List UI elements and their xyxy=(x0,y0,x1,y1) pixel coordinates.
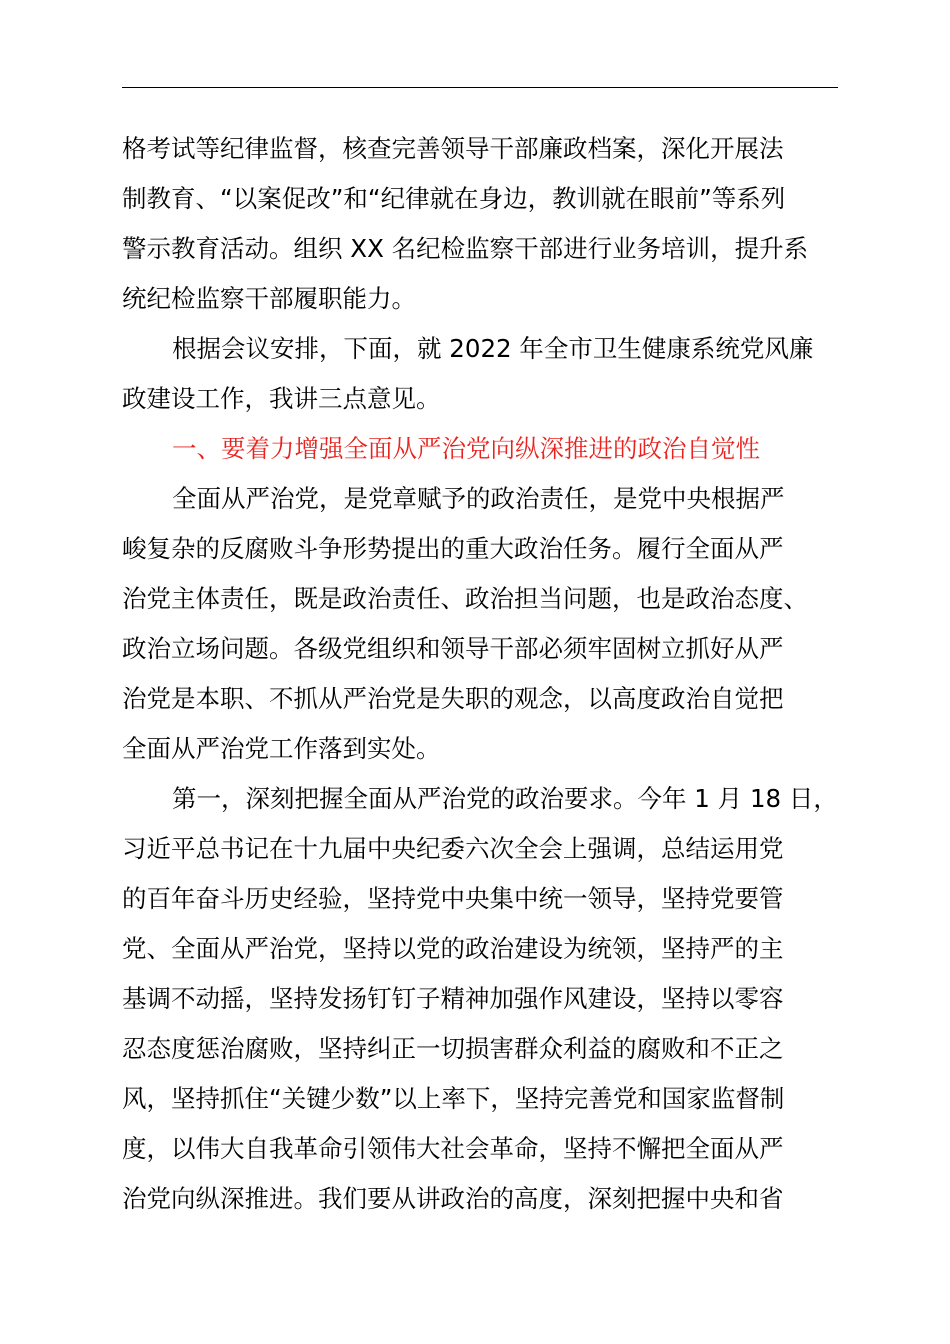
text-line: 全面从严治党，是党章赋予的政治责任，是党中央根据严 xyxy=(172,484,785,513)
text-line: 统纪检监察干部履职能力。 xyxy=(122,284,416,313)
paragraph xyxy=(122,474,852,774)
section-heading xyxy=(122,424,852,474)
paragraph xyxy=(122,124,852,324)
text-line: 习近平总书记在十九届中央纪委六次全会上强调，总结运用党 xyxy=(122,834,784,863)
text-line: 峻复杂的反腐败斗争形势提出的重大政治任务。履行全面从严 xyxy=(122,534,784,563)
text-line: 政治立场问题。各级党组织和领导干部必须牢固树立抓好从严 xyxy=(122,634,784,663)
text-line: 的百年奋斗历史经验，坚持党中央集中统一领导，坚持党要管 xyxy=(122,884,784,913)
text-line: 风，坚持抓住“关键少数”以上率下，坚持完善党和国家监督制 xyxy=(122,1084,785,1113)
text-line: 治党主体责任，既是政治责任、政治担当问题，也是政治态度、 xyxy=(122,584,808,613)
text-line: 治党是本职、不抓从严治党是失职的观念，以高度政治自觉把 xyxy=(122,684,784,713)
text-line: 制教育、“以案促改”和“纪律就在身边，教训就在眼前”等系列 xyxy=(122,184,786,213)
text-line: 度，以伟大自我革命引领伟大社会革命，坚持不懈把全面从严 xyxy=(122,1134,784,1163)
text-line: 第一，深刻把握全面从严治党的政治要求。今年 1 月 18 日， xyxy=(172,784,838,813)
header-rule xyxy=(122,87,838,88)
text-line: 警示教育活动。组织 XX 名纪检监察干部进行业务培训，提升系 xyxy=(122,234,809,263)
text-line: 格考试等纪律监督，核查完善领导干部廉政档案，深化开展法 xyxy=(122,134,784,163)
document-body xyxy=(122,124,852,1224)
heading-text: 一、要着力增强全面从严治党向纵深推进的政治自觉性 xyxy=(172,434,760,463)
text-line: 忍态度惩治腐败，坚持纠正一切损害群众利益的腐败和不正之 xyxy=(122,1034,784,1063)
text-line: 党、全面从严治党，坚持以党的政治建设为统领，坚持严的主 xyxy=(122,934,784,963)
paragraph xyxy=(122,774,852,1224)
text-line: 政建设工作，我讲三点意见。 xyxy=(122,384,441,413)
text-line: 根据会议安排，下面，就 2022 年全市卫生健康系统党风廉 xyxy=(172,334,814,363)
text-line: 全面从严治党工作落到实处。 xyxy=(122,734,441,763)
text-line: 治党向纵深推进。我们要从讲政治的高度，深刻把握中央和省 xyxy=(122,1184,784,1213)
text-line: 基调不动摇，坚持发扬钉钉子精神加强作风建设，坚持以零容 xyxy=(122,984,784,1013)
paragraph xyxy=(122,324,852,424)
